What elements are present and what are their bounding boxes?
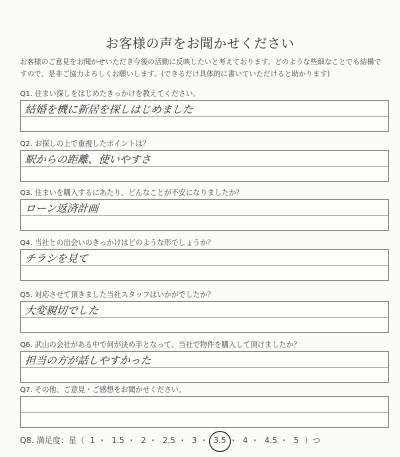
question-3-label: Q3. 住まいを購入するにあたり、どんなことが不安になりましたか？ [20, 188, 244, 197]
rating-option[interactable]: 4 [242, 436, 248, 445]
rating-option[interactable]: 1 [90, 436, 96, 445]
answer-box-4[interactable] [20, 249, 389, 281]
answer-3-text: ローン返済計画 [24, 203, 99, 215]
question-4-label: Q4. 当社との出会いのきっかけはどのような形でしょうか？ [20, 238, 215, 247]
answer-box-1[interactable] [20, 100, 389, 132]
rating-option[interactable]: 2.5 [162, 436, 176, 445]
rating-label: Q8. 満足度：星（ [20, 436, 85, 445]
rating-option[interactable]: 3 [191, 436, 197, 445]
rating-option[interactable]: 5 [293, 436, 299, 445]
rating-selected-value: 3.5 [213, 436, 227, 445]
question-1-label: Q1. 住まい探しをはじめたきっかけを教えてください。 [20, 89, 201, 98]
answer-box-5[interactable] [20, 301, 389, 333]
answer-4-text: チラシを見て [24, 253, 89, 265]
rating-suffix: ）つ [304, 436, 321, 445]
answer-box-6[interactable] [20, 351, 389, 383]
question-2-label: Q2. お探しの上で重視したポイントは？ [20, 139, 150, 148]
answer-6-text: 担当の方が話しやすかった [24, 355, 152, 367]
rating-option[interactable]: 1.5 [111, 436, 125, 445]
answer-box-7[interactable] [20, 396, 389, 428]
intro-text: お客様のご意見をお聞かせいただき今後の活動に反映したいと考えております。どのような些細なことでも結構ですので、是非ご協力よろしくお願いします。(できるだけ具体的に書いていただけると助かります) [20, 57, 382, 78]
rating-option[interactable]: 4.5 [264, 436, 278, 445]
rating-option-selected[interactable] [214, 436, 227, 445]
answer-2-text: 駅からの距離、使いやすさ [24, 154, 152, 166]
question-6-label: Q6. 武山の会社がある中で何が決め手となって、当社で物件を購入して頂けましたか？ [20, 340, 301, 349]
answer-box-2[interactable] [20, 150, 389, 182]
answer-rule [21, 412, 388, 413]
question-5-label: Q5. 対応させて頂きました当社スタッフはいかがでしたか？ [20, 290, 215, 299]
page-title: お客様の声をお聞かせください [105, 37, 295, 52]
answer-1-text: 結婚を機に新居を探しはじめました [24, 104, 194, 116]
question-7-label: Q7. その他、ご意見・ご感想をお聞かせください。 [20, 385, 186, 394]
selection-circle-mark [209, 431, 231, 452]
answer-box-3[interactable] [20, 199, 389, 231]
satisfaction-rating: Q8. 満足度：星（ 1 ・ 1.5 ・ 2 ・ 2.5 ・ 3 ・ 3.5 ・ 4 ・ 4.5 ・ 5 ）つ [20, 435, 390, 446]
answer-5-text: 大変親切でした [24, 305, 99, 317]
rating-option[interactable]: 2 [140, 436, 147, 445]
